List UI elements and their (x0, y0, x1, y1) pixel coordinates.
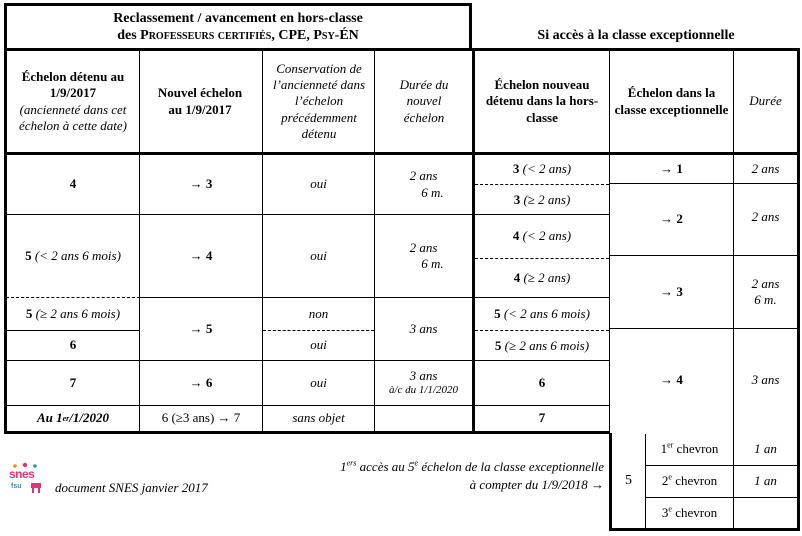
row5-nouvel-echelon: → 6 (189, 374, 213, 390)
hc-row-8: 7 (538, 410, 546, 426)
row6-nouvel-echelon: 6 (≥3 ans) → 7 (161, 410, 241, 426)
title-line-1: Reclassement / avancement en hors-classe (113, 10, 363, 26)
col-header-echelon-ce: Échelon dans la classe exceptionnelle (614, 85, 729, 117)
row2-conservation: oui (310, 247, 327, 263)
ce-row-2-duree: 2 ans (751, 208, 780, 224)
hc-row-2: 3 (≥ 2 ans) (513, 191, 571, 207)
row2-echelon: 5 (< 2 ans 6 mois) (25, 247, 121, 263)
hc-row-1: 3 (< 2 ans) (512, 161, 572, 177)
col-header-conservation: Conservation de l’ancienneté dans l’échelon précédemment détenu (272, 60, 366, 141)
row4-conservation: oui (310, 337, 327, 353)
row34-duree: 3 ans (409, 320, 438, 336)
person-icon (29, 481, 43, 493)
chevron-3-duree (734, 498, 797, 528)
chevron-1-label: 1er chevron (660, 441, 719, 457)
ce-row-3-duree: 2 ans 6 m. (751, 275, 780, 307)
hc-row-5: 5 (< 2 ans 6 mois) (494, 305, 590, 321)
hc-row-7: 6 (538, 374, 546, 390)
row5-conservation: oui (310, 374, 327, 390)
row2-nouvel-echelon: → 4 (189, 247, 213, 263)
row1-duree: 2 ans 6 m. (409, 168, 444, 200)
chevron-2-duree: 1 an (754, 473, 777, 489)
title-line-2: des Professeurs certifiés, CPE, Psy-ÉN (117, 28, 359, 43)
ce-row-4-duree: 3 ans (751, 372, 780, 388)
ce-row-2-echelon: → 2 (660, 211, 683, 227)
row6-echelon: Au 1 er /1/2020 (36, 410, 110, 426)
chevron-1-duree: 1 an (754, 441, 777, 457)
document-source: document SNES janvier 2017 (55, 480, 208, 495)
row2-duree: 2 ans 6 m. (409, 239, 444, 271)
hc-row-3: 4 (< 2 ans) (512, 228, 572, 244)
ce-row-4-echelon: → 4 (660, 372, 683, 388)
snes-logo (5, 462, 45, 494)
ce-row-3-echelon: → 3 (660, 283, 683, 299)
hc-row-6: 5 (≥ 2 ans 6 mois) (494, 337, 590, 353)
row1-conservation: oui (310, 176, 327, 192)
ce-row-1-echelon: → 1 (660, 160, 683, 176)
row5-duree: 3 ans à/c du 1/1/2020 (388, 368, 459, 397)
snes-logo-text: snes (9, 467, 35, 481)
fsu-logo-text: fsu (11, 483, 22, 490)
chevron-2-label: 2e chevron (661, 473, 718, 489)
col-header-nouvel-echelon: Nouvel échelon au 1/9/2017 (157, 85, 243, 117)
chevron-echelon-5: 5 (625, 473, 632, 489)
classe-exceptionnelle-title: Si accès à la classe exceptionnelle (537, 28, 735, 44)
col-header-echelon-detenu: Échelon détenu au 1/9/2017 (ancienneté dans cet échelon à cette date) (19, 69, 127, 133)
col-header-duree: Durée (749, 93, 782, 109)
table-title (7, 6, 469, 48)
row1-nouvel-echelon: → 3 (189, 176, 213, 192)
footnote-classe-exceptionnelle: 1ers accès au 5e échelon de la classe exceptionnelle à compter du 1/9/2018 → (340, 458, 604, 493)
col-header-echelon-hc: Échelon nouveau détenu dans la hors-classe (485, 77, 599, 125)
chevron-3-label: 3e chevron (661, 504, 718, 520)
row3-conservation: non (308, 305, 329, 321)
row4-echelon: 6 (69, 337, 77, 353)
row5-echelon: 7 (69, 374, 77, 390)
col-header-duree-nouvel: Durée du nouvel échelon (399, 77, 449, 125)
ce-row-1-duree: 2 ans (751, 160, 780, 176)
row34-nouvel-echelon: → 5 (189, 320, 213, 336)
row6-conservation: sans objet (292, 410, 345, 426)
row1-echelon: 4 (69, 176, 77, 192)
hc-row-4: 4 (≥ 2 ans) (513, 270, 571, 286)
row3-echelon: 5 (≥ 2 ans 6 mois) (25, 306, 121, 322)
